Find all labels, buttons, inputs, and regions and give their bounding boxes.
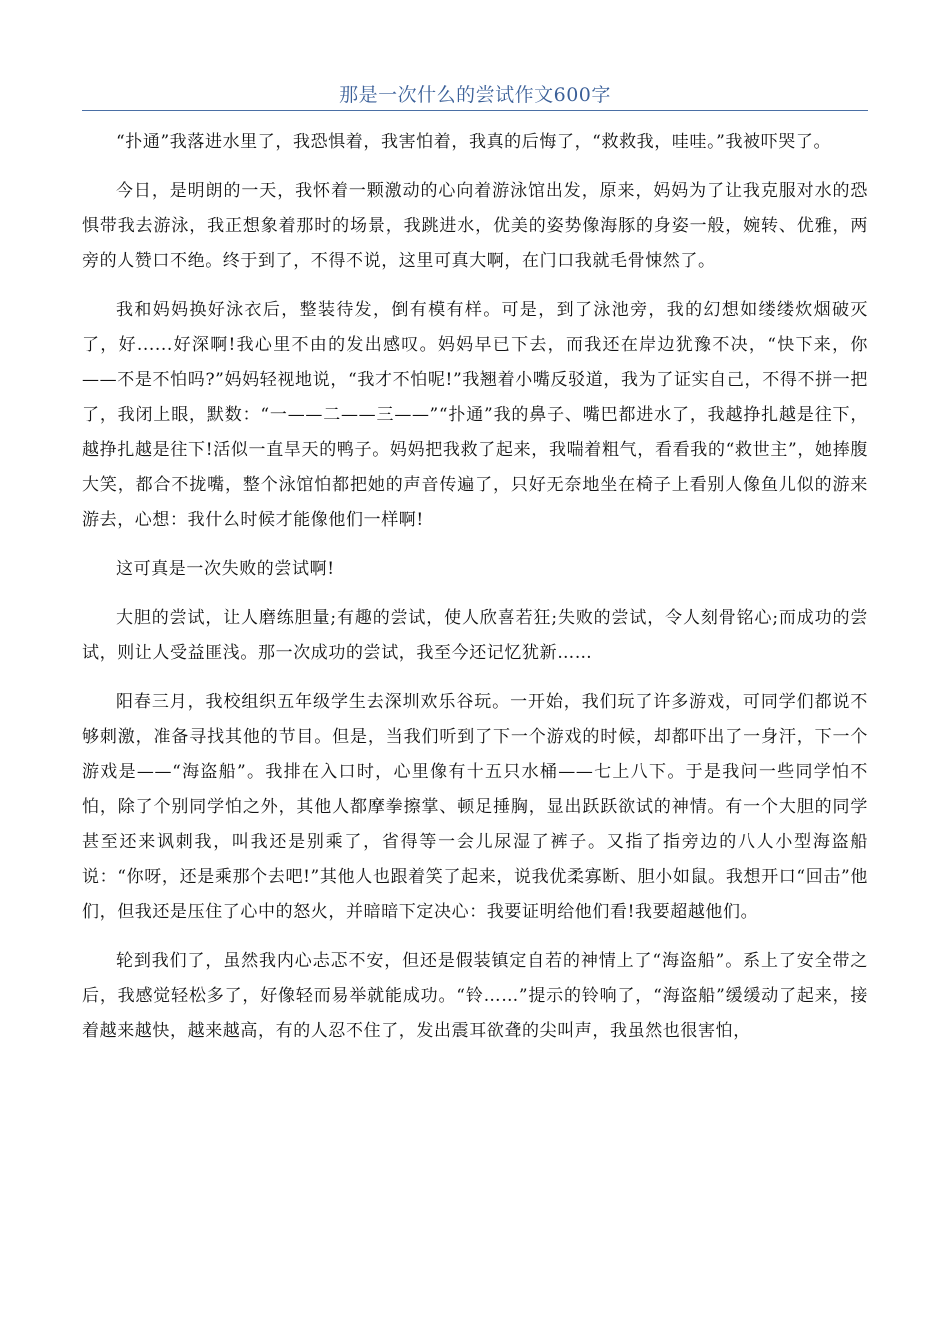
paragraph: “扑通”我落进水里了，我恐惧着，我害怕着，我真的后悔了，“救救我，哇哇。”我被吓哭了。	[116, 132, 832, 152]
paragraph: 我和妈妈换好泳衣后，整装待发，倒有模有样。可是，到了泳池旁，我的幻想如缕缕炊烟破灭了，好......好深啊!我心里不由的发出感叹。妈妈早已下去，而我还在岸边犹豫不决，“快下来，你——不是不怕吗?”妈妈轻视地说，“我才不怕呢!”我翘着小嘴反驳道，我为了证实自己，不得不拼一把了，我闭上眼，默数：“一——二——三——”“扑通”我的鼻子、嘴巴都进水了，我越挣扎越是往下，越挣扎越是往下!活似一直旱天的鸭子。妈妈把我救了起来，我喘着粗气，看看我的“救世主”，她捧腹大笑，都合不拢嘴，整个泳馆怕都把她的声音传遍了，只好无奈地坐在椅子上看别人像鱼儿似的游来游去，心想：我什么时候才能像他们一样啊!	[82, 300, 868, 530]
paragraph: 这可真是一次失败的尝试啊!	[116, 559, 335, 579]
document-title: 那是一次什么的尝试作文600字	[339, 84, 611, 106]
document-body	[82, 125, 868, 1063]
paragraph: 轮到我们了，虽然我内心忐忑不安，但还是假装镇定自若的神情上了“海盗船”。系上了安全带之后，我感觉轻松多了，好像轻而易举就能成功。“铃……”提示的铃响了，“海盗船”缓缓动了起来，接着越来越快，越来越高，有的人忍不住了，发出震耳欲聋的尖叫声，我虽然也很害怕，	[82, 951, 868, 1041]
paragraph: 大胆的尝试，让人磨练胆量;有趣的尝试，使人欣喜若狂;失败的尝试，令人刻骨铭心;而成功的尝试，则让人受益匪浅。那一次成功的尝试，我至今还记忆犹新……	[82, 608, 868, 663]
page-header	[82, 82, 868, 111]
paragraph: 今日，是明朗的一天，我怀着一颗激动的心向着游泳馆出发，原来，妈妈为了让我克服对水的恐惧带我去游泳，我正想象着那时的场景，我跳进水，优美的姿势像海豚的身姿一般，婉转、优雅，两旁的人赞口不绝。终于到了，不得不说，这里可真大啊，在门口我就毛骨悚然了。	[82, 181, 868, 271]
paragraph: 阳春三月，我校组织五年级学生去深圳欢乐谷玩。一开始，我们玩了许多游戏，可同学们都说不够刺激，准备寻找其他的节目。但是，当我们听到了下一个游戏的时候，却都吓出了一身汗，下一个游戏是——“海盗船”。我排在入口时，心里像有十五只水桶——七上八下。于是我问一些同学怕不怕，除了个别同学怕之外，其他人都摩拳擦掌、顿足捶胸，显出跃跃欲试的神情。有一个大胆的同学甚至还来讽刺我，叫我还是别乘了，省得等一会儿尿湿了裤子。又指了指旁边的八人小型海盗船说：“你呀，还是乘那个去吧!”其他人也跟着笑了起来，说我优柔寡断、胆小如鼠。我想开口“回击”他们，但我还是压住了心中的怒火，并暗暗下定决心：我要证明给他们看!我要超越他们。	[82, 692, 868, 922]
